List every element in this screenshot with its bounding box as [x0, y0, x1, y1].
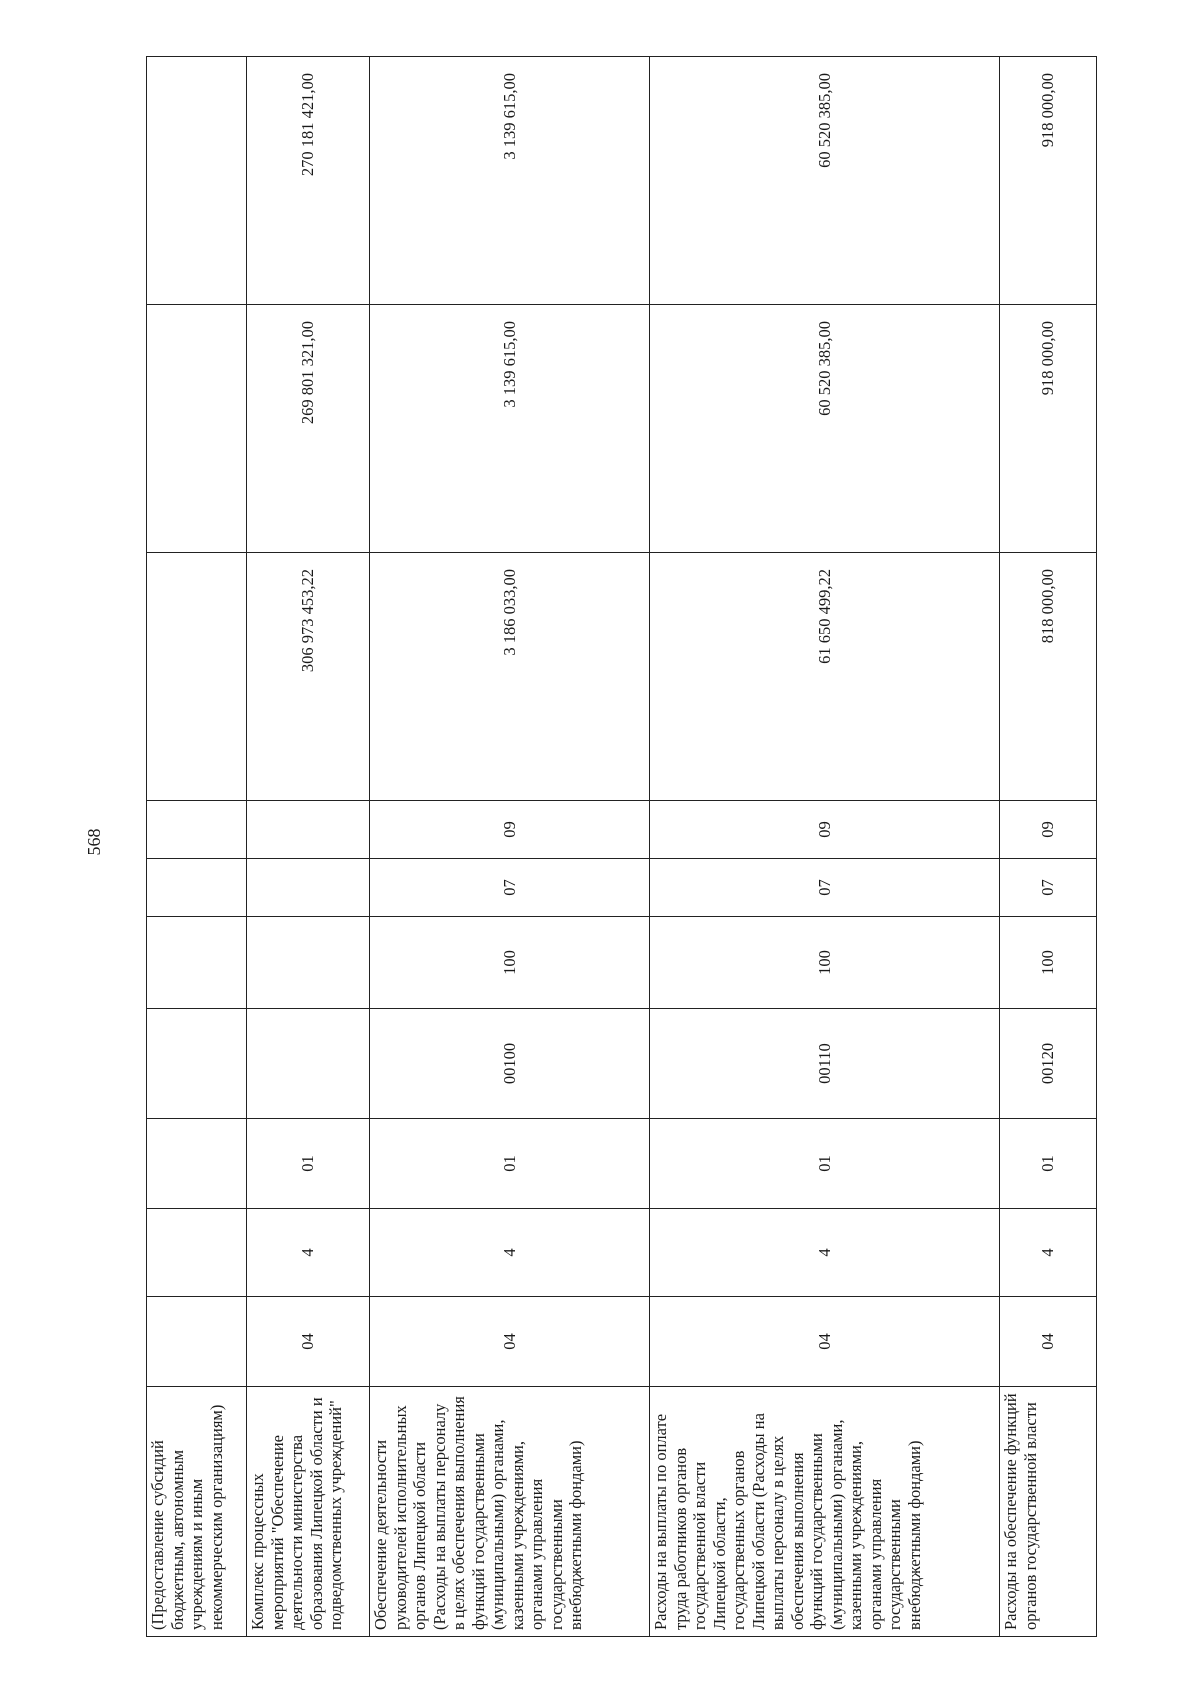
table-container — [146, 57, 1096, 1637]
cell-expense-type: 100 — [1000, 917, 1097, 1009]
cell-amount-2: 3 139 615,00 — [370, 305, 650, 553]
cell-amount-1: 3 186 033,00 — [370, 553, 650, 801]
table-row — [247, 57, 370, 1637]
cell-expense-type: 100 — [370, 917, 650, 1009]
budget-table — [146, 56, 1097, 1637]
cell-amount-3: 60 520 385,00 — [650, 57, 1000, 305]
row-name: Расходы на выплаты по оплате труда работников органов государственной власти Липецкой области, государственных органов Липецкой области (Расходы на выплаты персоналу в целях обеспечения выполнения функций государственными (муниципальными) органами, казенными учреждениями, органами управления государственными внебюджетными фондами) — [650, 1387, 1000, 1637]
cell-ministry-code: 04 — [1000, 1297, 1097, 1387]
cell-program-code — [147, 1209, 247, 1297]
cell-subprogram-code — [147, 1119, 247, 1209]
cell-expense-type: 100 — [650, 917, 1000, 1009]
row-name: Обеспечение деятельности руководителей исполнительных органов Липецкой области (Расходы на выплаты персоналу в целях обеспечения выполнения функций государственными (муниципальными) органами, казенными учреждениями, органами управления государственными внебюджетными фондами) — [370, 1387, 650, 1637]
cell-ministry-code — [147, 1297, 247, 1387]
cell-section: 07 — [650, 859, 1000, 917]
cell-amount-2: 918 000,00 — [1000, 305, 1097, 553]
cell-amount-3: 270 181 421,00 — [247, 57, 370, 305]
cell-subprogram-code: 01 — [650, 1119, 1000, 1209]
cell-direction-code: 00100 — [370, 1009, 650, 1119]
row-name: Комплекс процессных мероприятий "Обеспечение деятельности министерства образования Липецкой области и подведомственных учреждений" — [247, 1387, 370, 1637]
cell-amount-1: 61 650 499,22 — [650, 553, 1000, 801]
cell-ministry-code: 04 — [650, 1297, 1000, 1387]
cell-subsection: 09 — [370, 801, 650, 859]
cell-subsection: 09 — [1000, 801, 1097, 859]
cell-direction-code: 00120 — [1000, 1009, 1097, 1119]
cell-subprogram-code: 01 — [247, 1119, 370, 1209]
cell-subsection: 09 — [650, 801, 1000, 859]
cell-program-code: 4 — [650, 1209, 1000, 1297]
cell-ministry-code: 04 — [247, 1297, 370, 1387]
row-name: Расходы на обеспечение функций органов государственной власти — [1000, 1387, 1097, 1637]
cell-section — [147, 859, 247, 917]
table-row — [1000, 57, 1097, 1637]
cell-section — [247, 859, 370, 917]
cell-subsection — [247, 801, 370, 859]
cell-direction-code — [147, 1009, 247, 1119]
cell-direction-code: 00110 — [650, 1009, 1000, 1119]
cell-subprogram-code: 01 — [1000, 1119, 1097, 1209]
cell-subsection — [147, 801, 247, 859]
cell-program-code: 4 — [370, 1209, 650, 1297]
cell-amount-3: 3 139 615,00 — [370, 57, 650, 305]
cell-direction-code — [247, 1009, 370, 1119]
cell-amount-3 — [147, 57, 247, 305]
cell-subprogram-code: 01 — [370, 1119, 650, 1209]
cell-program-code: 4 — [247, 1209, 370, 1297]
cell-ministry-code: 04 — [370, 1297, 650, 1387]
cell-amount-1 — [147, 553, 247, 801]
cell-amount-2 — [147, 305, 247, 553]
page-number: 568 — [84, 828, 104, 856]
table-row — [370, 57, 650, 1637]
cell-amount-3: 918 000,00 — [1000, 57, 1097, 305]
table-row — [650, 57, 1000, 1637]
cell-expense-type — [247, 917, 370, 1009]
cell-section: 07 — [1000, 859, 1097, 917]
cell-section: 07 — [370, 859, 650, 917]
cell-amount-1: 818 000,00 — [1000, 553, 1097, 801]
cell-amount-1: 306 973 453,22 — [247, 553, 370, 801]
cell-amount-2: 60 520 385,00 — [650, 305, 1000, 553]
cell-amount-2: 269 801 321,00 — [247, 305, 370, 553]
row-name: (Предоставление субсидий бюджетным, автономным учреждениям и иным некоммерческим организациям) — [147, 1387, 247, 1637]
table-row — [147, 57, 247, 1637]
cell-expense-type — [147, 917, 247, 1009]
cell-program-code: 4 — [1000, 1209, 1097, 1297]
